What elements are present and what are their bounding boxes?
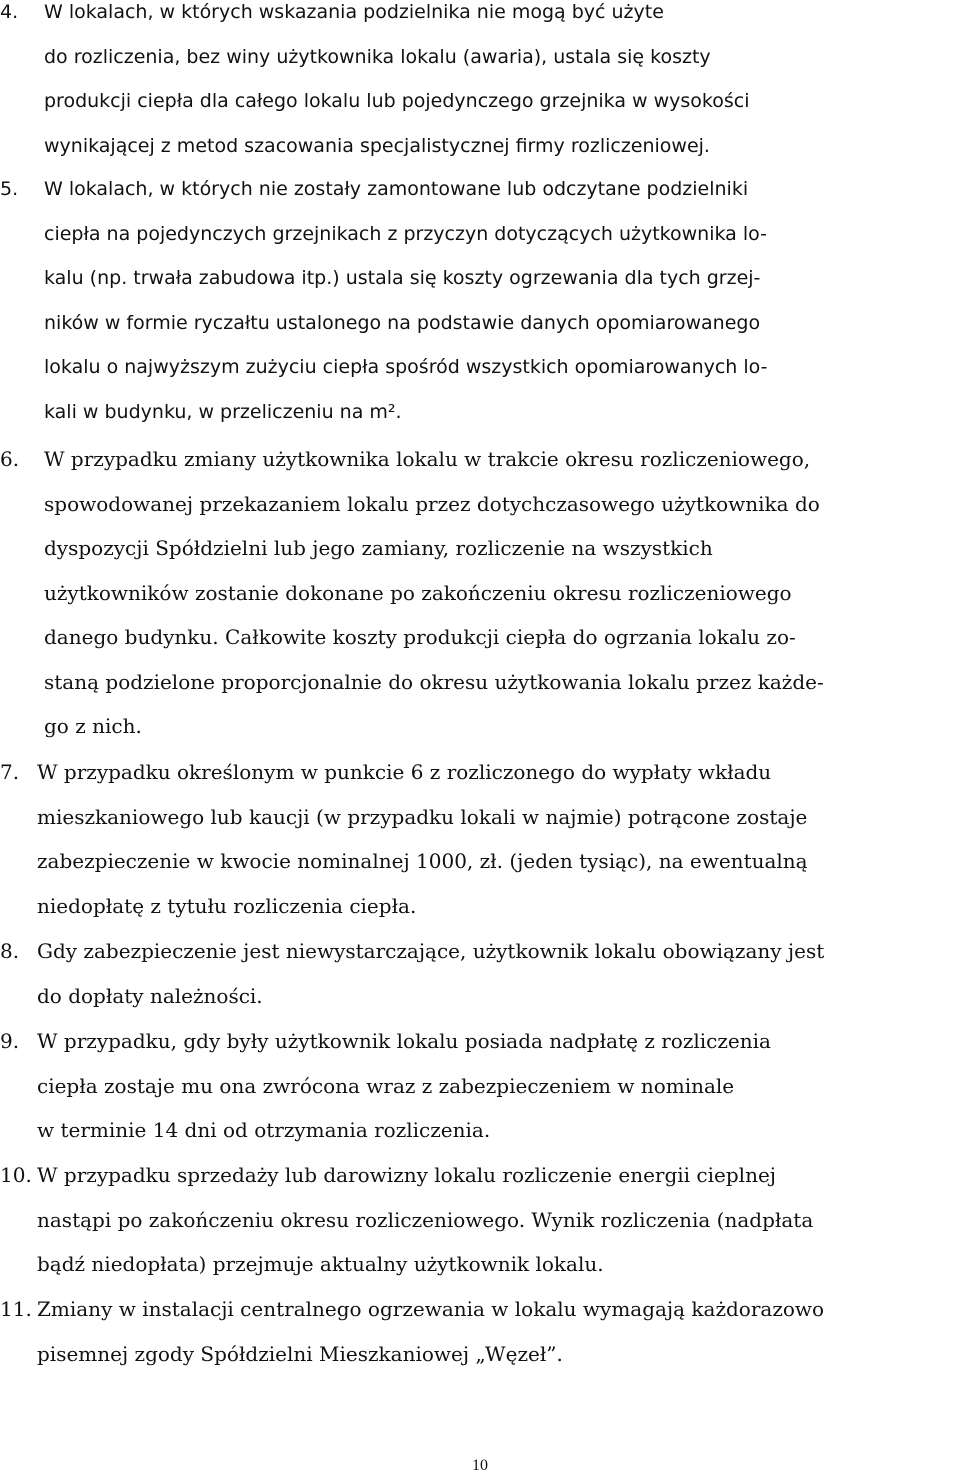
item-line: wynikającej z metod szacowania specjalistycznej firmy rozliczeniowej. — [44, 134, 710, 157]
item-line: ciepła zostaje mu ona zwrócona wraz z zabezpieczeniem w nominale — [37, 1073, 735, 1098]
item-line: produkcji ciepła dla całego lokalu lub pojedynczego grzejnika w wysokości — [44, 90, 750, 112]
item-line: kalu (np. trwała zabudowa itp.) ustala się koszty ogrzewania dla tych grzej- — [44, 267, 761, 289]
item-line: go z nich. — [44, 714, 142, 738]
item-line: w terminie 14 dni od otrzymania rozliczenia. — [37, 1118, 491, 1142]
item-line: pisemnej zgody Spółdzielni Mieszkaniowej „Węzeł”. — [37, 1341, 563, 1366]
item-line: danego budynku. Całkowite koszty produkcji ciepła do ogrzania lokalu zo- — [44, 625, 796, 649]
item-line: W przypadku zmiany użytkownika lokalu w trakcie okresu rozliczeniowego, — [44, 447, 811, 471]
item-line: W lokalach, w których wskazania podzielnika nie mogą być użyte — [44, 1, 664, 23]
item-line: bądź niedopłata) przejmuje aktualny użytkownik lokalu. — [37, 1252, 604, 1276]
item-line: zabezpieczenie w kwocie nominalnej 1000, zł. (jeden tysiąc), na ewentualną — [37, 849, 808, 873]
item-line: spowodowanej przekazaniem lokalu przez dotychczasowego użytkownika do — [44, 491, 820, 516]
item-line: mieszkaniowego lub kaucji (w przypadku lokali w najmie) potrącone zostaje — [37, 804, 808, 829]
item-number: 9. — [0, 1029, 20, 1053]
item-line: Zmiany w instalacji centralnego ogrzewania w lokalu wymagają każdorazowo — [37, 1297, 825, 1321]
item-number: 10. — [0, 1163, 32, 1187]
item-number: 4. — [0, 1, 19, 23]
item-line: użytkowników zostanie dokonane po zakończeniu okresu rozliczeniowego — [44, 580, 792, 605]
item-number: 7. — [0, 760, 20, 784]
item-line: do dopłaty należności. — [37, 983, 263, 1008]
item-number: 6. — [0, 447, 20, 471]
page-number: 10 — [472, 1457, 488, 1474]
item-number: 8. — [0, 939, 20, 963]
item-line: ników w formie ryczałtu ustalonego na podstawie danych opomiarowanego — [44, 311, 761, 334]
item-line: W lokalach, w których nie zostały zamontowane lub odczytane podzielniki — [44, 178, 749, 200]
item-line: ciepła na pojedynczych grzejnikach z przyczyn dotyczących użytkownika lo- — [44, 222, 767, 245]
item-line: nastąpi po zakończeniu okresu rozliczeniowego. Wynik rozliczenia (nadpłata — [37, 1207, 814, 1232]
item-line: W przypadku, gdy były użytkownik lokalu posiada nadpłatę z rozliczenia — [37, 1029, 771, 1053]
item-line: W przypadku określonym w punkcie 6 z rozliczonego do wypłaty wkładu — [37, 760, 772, 784]
item-line: do rozliczenia, bez winy użytkownika lokalu (awaria), ustala się koszty — [44, 45, 711, 68]
item-number: 11. — [0, 1297, 32, 1321]
item-line: niedopłatę z tytułu rozliczenia ciepła. — [37, 893, 417, 918]
item-line: lokalu o najwyższym zużyciu ciepła spośród wszystkich opomiarowanych lo- — [44, 356, 768, 378]
item-line: W przypadku sprzedaży lub darowizny lokalu rozliczenie energii cieplnej — [37, 1163, 776, 1187]
item-number: 5. — [0, 178, 19, 200]
item-line: Gdy zabezpieczenie jest niewystarczające, użytkownik lokalu obowiązany jest — [37, 939, 825, 963]
item-line: kali w budynku, w przeliczeniu na m². — [44, 400, 402, 423]
item-line: dyspozycji Spółdzielni lub jego zamiany, rozliczenie na wszystkich — [44, 536, 713, 560]
item-line: staną podzielone proporcjonalnie do okresu użytkowania lokalu przez każde- — [44, 669, 824, 694]
